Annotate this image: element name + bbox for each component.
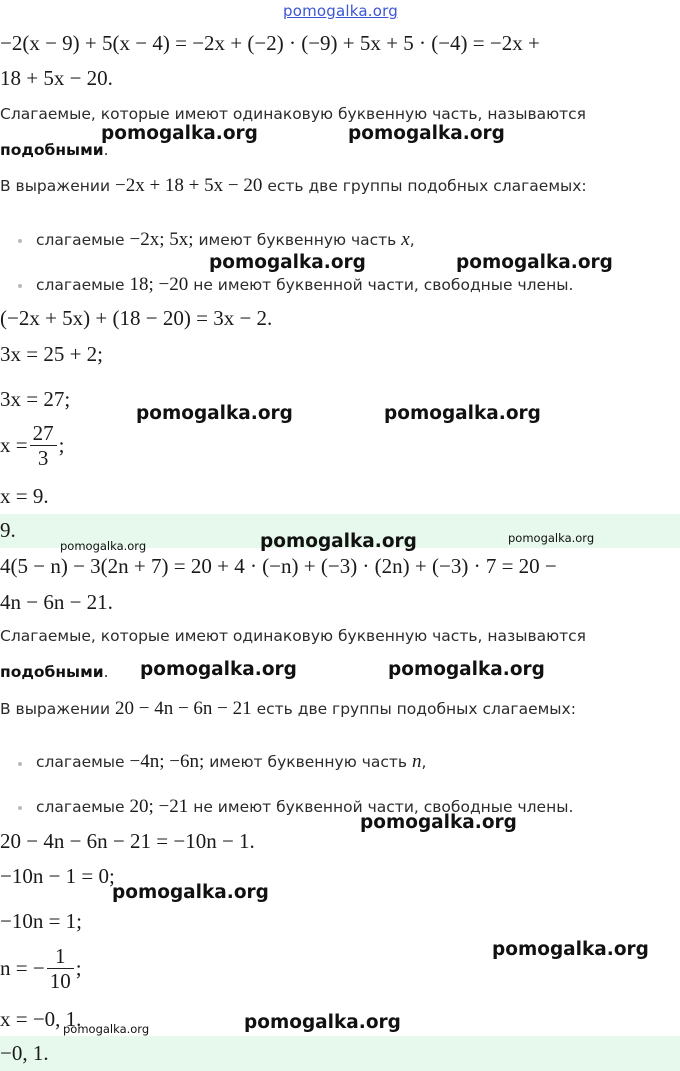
task9-fraction bbox=[47, 944, 74, 993]
task8-definition-term bbox=[0, 141, 109, 159]
task8-equation-4 bbox=[0, 421, 64, 470]
task9-equation-5: x = −0, 1. bbox=[0, 1007, 82, 1031]
watermark: pomogalka.org bbox=[456, 252, 613, 273]
task8-groups-sentence bbox=[0, 175, 587, 197]
task8-expansion-line2: 18 + 5x − 20. bbox=[0, 66, 113, 90]
task9-definition: Слагаемые, которые имеют одинаковую буквенную часть, называются bbox=[0, 627, 587, 645]
task8-b2-post: не имеют буквенной части, свободные члены. bbox=[193, 276, 574, 294]
task8-groups-post: есть две группы подобных слагаемых: bbox=[267, 177, 587, 195]
watermark: pomogalka.org bbox=[60, 539, 147, 553]
task9-answer-box bbox=[0, 1036, 680, 1071]
watermark: pomogalka.org bbox=[63, 1022, 150, 1036]
task9-b2-pre: слагаемые bbox=[36, 798, 125, 816]
task8-equation-1: (−2x + 5x) + (18 − 20) = 3x − 2. bbox=[0, 306, 273, 330]
task9-term-end: . bbox=[103, 663, 109, 681]
task8-b1-math: −2x; 5x; bbox=[129, 229, 194, 250]
task9-b2-post: не имеют буквенной части, свободные члены. bbox=[193, 798, 574, 816]
watermark: pomogalka.org bbox=[388, 659, 545, 680]
task8-b1-end: , bbox=[409, 231, 415, 249]
watermark: pomogalka.org bbox=[140, 659, 297, 680]
task8-equation-2: 3x = 25 + 2; bbox=[0, 342, 104, 366]
task9-groups-expr: 20 − 4n − 6n − 21 bbox=[115, 698, 252, 719]
task9-equation-4 bbox=[0, 944, 82, 993]
task9-b1-post: имеют буквенную часть bbox=[209, 753, 408, 771]
task8-fraction bbox=[30, 421, 57, 470]
watermark: pomogalka.org bbox=[360, 812, 517, 833]
task8-b1-post: имеют буквенную часть bbox=[198, 231, 397, 249]
task8-b1-var: x bbox=[401, 229, 410, 250]
task8-answer: 9. bbox=[0, 518, 16, 542]
task9-definition-term bbox=[0, 663, 109, 681]
task9-equation-1: 20 − 4n − 6n − 21 = −10n − 1. bbox=[0, 829, 255, 853]
task8-bullet2 bbox=[36, 274, 573, 296]
watermark: pomogalka.org bbox=[209, 252, 366, 273]
task9-equation-2: −10n − 1 = 0; bbox=[0, 864, 115, 888]
task9-equation-3: −10n = 1; bbox=[0, 909, 83, 933]
watermark: pomogalka.org bbox=[101, 123, 258, 144]
task8-bullet1 bbox=[36, 229, 415, 251]
task9-fraction-denominator: 10 bbox=[49, 969, 71, 993]
task9-eq4-end: ; bbox=[75, 956, 82, 980]
task8-definition: Слагаемые, которые имеют одинаковую буквенную часть, называются bbox=[0, 105, 587, 123]
task9-b1-var: n bbox=[411, 751, 422, 772]
watermark: pomogalka.org bbox=[384, 403, 541, 424]
task9-b2-math: 20; −21 bbox=[129, 796, 189, 817]
task8-term-end: . bbox=[103, 141, 109, 159]
task8-equation-5: x = 9. bbox=[0, 484, 49, 508]
task9-b1-end: , bbox=[421, 753, 427, 771]
bullet-dot bbox=[18, 806, 22, 810]
watermark: pomogalka.org bbox=[260, 531, 417, 552]
task8-b2-math: 18; −20 bbox=[129, 274, 189, 295]
task8-b1-pre: слагаемые bbox=[36, 231, 125, 249]
bullet-dot bbox=[18, 239, 22, 243]
task9-groups-post: есть две группы подобных слагаемых: bbox=[256, 700, 576, 718]
task9-groups-sentence bbox=[0, 698, 576, 720]
task9-b1-pre: слагаемые bbox=[36, 753, 125, 771]
watermark: pomogalka.org bbox=[508, 531, 595, 545]
task8-groups-pre: В выражении bbox=[0, 177, 111, 195]
watermark: pomogalka.org bbox=[244, 1012, 401, 1033]
task8-groups-expr: −2x + 18 + 5x − 20 bbox=[115, 175, 263, 196]
bullet-dot bbox=[18, 762, 22, 766]
task9-bullet1 bbox=[36, 751, 426, 773]
task9-fraction-numerator: 1 bbox=[47, 944, 74, 969]
task8-equation-3: 3x = 27; bbox=[0, 387, 71, 411]
task8-fraction-numerator: 27 bbox=[30, 421, 57, 446]
task8-eq4-end: ; bbox=[58, 433, 65, 457]
task9-eq4-lhs: n = − bbox=[0, 956, 45, 980]
task9-answer: −0, 1. bbox=[0, 1041, 49, 1065]
task8-b2-pre: слагаемые bbox=[36, 276, 125, 294]
task9-term-bold: подобными bbox=[0, 663, 104, 681]
task8-eq4-lhs: x = bbox=[0, 433, 28, 457]
task9-expansion-line1: 4(5 − n) − 3(2n + 7) = 20 + 4 · (−n) + (−3) · (2n) + (−3) · 7 = 20 − bbox=[0, 554, 557, 578]
task9-b1-math: −4n; −6n; bbox=[129, 751, 205, 772]
bullet-dot bbox=[18, 284, 22, 288]
watermark: pomogalka.org bbox=[492, 939, 649, 960]
task8-expansion-line1: −2(x − 9) + 5(x − 4) = −2x + (−2) · (−9) + 5x + 5 · (−4) = −2x + bbox=[0, 31, 540, 55]
task9-groups-pre: В выражении bbox=[0, 700, 111, 718]
watermark: pomogalka.org bbox=[112, 882, 269, 903]
watermark: pomogalka.org bbox=[348, 123, 505, 144]
task8-fraction-denominator: 3 bbox=[37, 446, 49, 470]
watermark-top-link[interactable]: pomogalka.org bbox=[283, 2, 398, 20]
task8-term-bold: подобными bbox=[0, 141, 104, 159]
task9-expansion-line2: 4n − 6n − 21. bbox=[0, 590, 113, 614]
watermark: pomogalka.org bbox=[136, 403, 293, 424]
